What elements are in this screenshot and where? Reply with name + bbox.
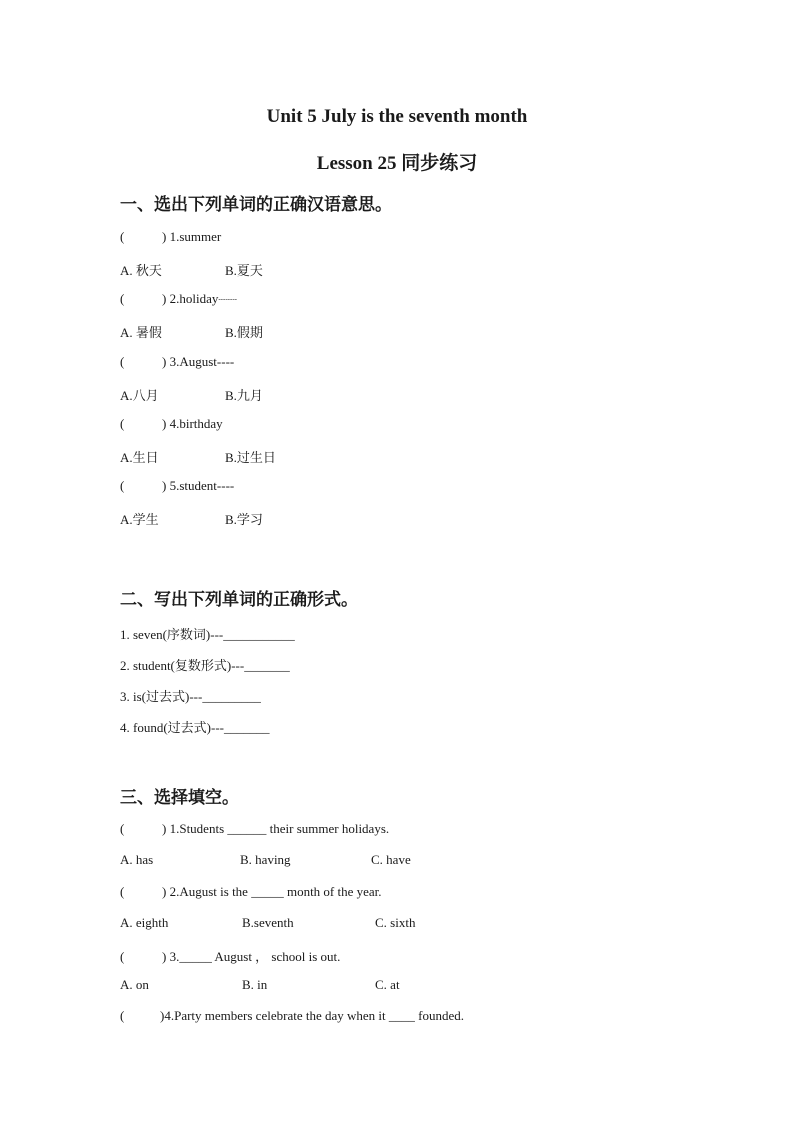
part1-q5-option-b: B.学习: [225, 512, 263, 527]
part2-item-4: 4. found(过去式)---_______: [120, 720, 270, 735]
question-text: 4.birthday: [169, 416, 223, 431]
answer-bracket-open: (: [120, 416, 125, 431]
answer-bracket-open: (: [120, 478, 125, 493]
part1-q3-option-a: A.八月: [120, 388, 159, 403]
question-text: 3._____ August ， school is out.: [169, 949, 341, 964]
part1-q4-option-a: A.生日: [120, 450, 159, 465]
lesson-subtitle: Lesson 25 同步练习: [316, 153, 478, 174]
part3-question-1: [120, 821, 389, 837]
question-text: 2.holiday: [169, 291, 219, 306]
part3-question-2: [120, 884, 382, 900]
part1-question-1: [120, 229, 221, 245]
question-suffix: ----: [216, 478, 235, 493]
answer-bracket-close: )4.: [160, 1008, 175, 1023]
answer-bracket-close: ): [162, 291, 167, 306]
part1-heading: 一、选出下列单词的正确汉语意思。: [120, 195, 392, 215]
part2-heading: 二、写出下列单词的正确形式。: [120, 590, 358, 610]
part1-q2-option-a: A. 暑假: [120, 325, 162, 340]
answer-bracket-open: (: [120, 1008, 125, 1023]
part3-question-3: [120, 946, 340, 965]
question-text: 3.August: [169, 354, 217, 369]
question-text: 1.Students ______ their summer holidays.: [169, 821, 390, 836]
part1-q1-option-b: B.夏天: [225, 263, 263, 278]
answer-bracket-open: (: [120, 949, 125, 964]
part1-question-4: [120, 416, 223, 432]
part1-q2-option-b: B.假期: [225, 325, 263, 340]
question-text: 2.August is the _____ month of the year.: [169, 884, 382, 899]
part3-q1-option-a: A. has: [120, 852, 154, 867]
part1-question-2: [120, 291, 237, 307]
part1-question-3: [120, 354, 234, 370]
part1-q1-option-a: A. 秋天: [120, 263, 162, 278]
part2-item-3: 3. is(过去式)---_________: [120, 689, 261, 704]
part2-item-2: 2. student(复数形式)---_______: [120, 658, 290, 673]
part3-q1-option-c: C. have: [371, 852, 411, 867]
answer-bracket-close: ): [162, 416, 167, 431]
answer-bracket-close: ): [162, 884, 167, 899]
answer-bracket-open: (: [120, 821, 125, 836]
part3-heading: 三、选择填空。: [120, 788, 239, 808]
part3-q3-option-c: C. at: [375, 977, 400, 992]
question-text: 5.student: [169, 478, 217, 493]
answer-bracket-close: ): [162, 229, 167, 244]
answer-bracket-open: (: [120, 884, 125, 899]
part1-question-5: [120, 478, 234, 494]
answer-bracket-open: (: [120, 229, 125, 244]
part3-q2-option-b: B.seventh: [242, 915, 294, 930]
part3-q3-option-a: A. on: [120, 977, 149, 992]
answer-bracket-close: ): [162, 949, 167, 964]
part3-q2-option-a: A. eighth: [120, 915, 169, 930]
question-suffix: --------: [218, 295, 237, 303]
answer-bracket-close: ): [162, 478, 167, 493]
question-text: Party members celebrate the day when it ____ founded.: [174, 1008, 464, 1023]
answer-bracket-open: (: [120, 291, 125, 306]
part3-q2-option-c: C. sixth: [375, 915, 416, 930]
answer-bracket-close: ): [162, 354, 167, 369]
part3-q3-option-b: B. in: [242, 977, 268, 992]
answer-bracket-close: ): [162, 821, 167, 836]
part1-q3-option-b: B.九月: [225, 388, 263, 403]
part3-q1-option-b: B. having: [240, 852, 291, 867]
question-suffix: ----: [216, 354, 235, 369]
answer-bracket-open: (: [120, 354, 125, 369]
part1-q5-option-a: A.学生: [120, 512, 159, 527]
worksheet-title: Unit 5 July is the seventh month: [266, 106, 528, 127]
part1-q4-option-b: B.过生日: [225, 450, 276, 465]
part2-item-1: 1. seven(序数词)---___________: [120, 627, 295, 642]
question-text: 1.summer: [169, 229, 222, 244]
part3-question-4: [120, 1008, 464, 1024]
